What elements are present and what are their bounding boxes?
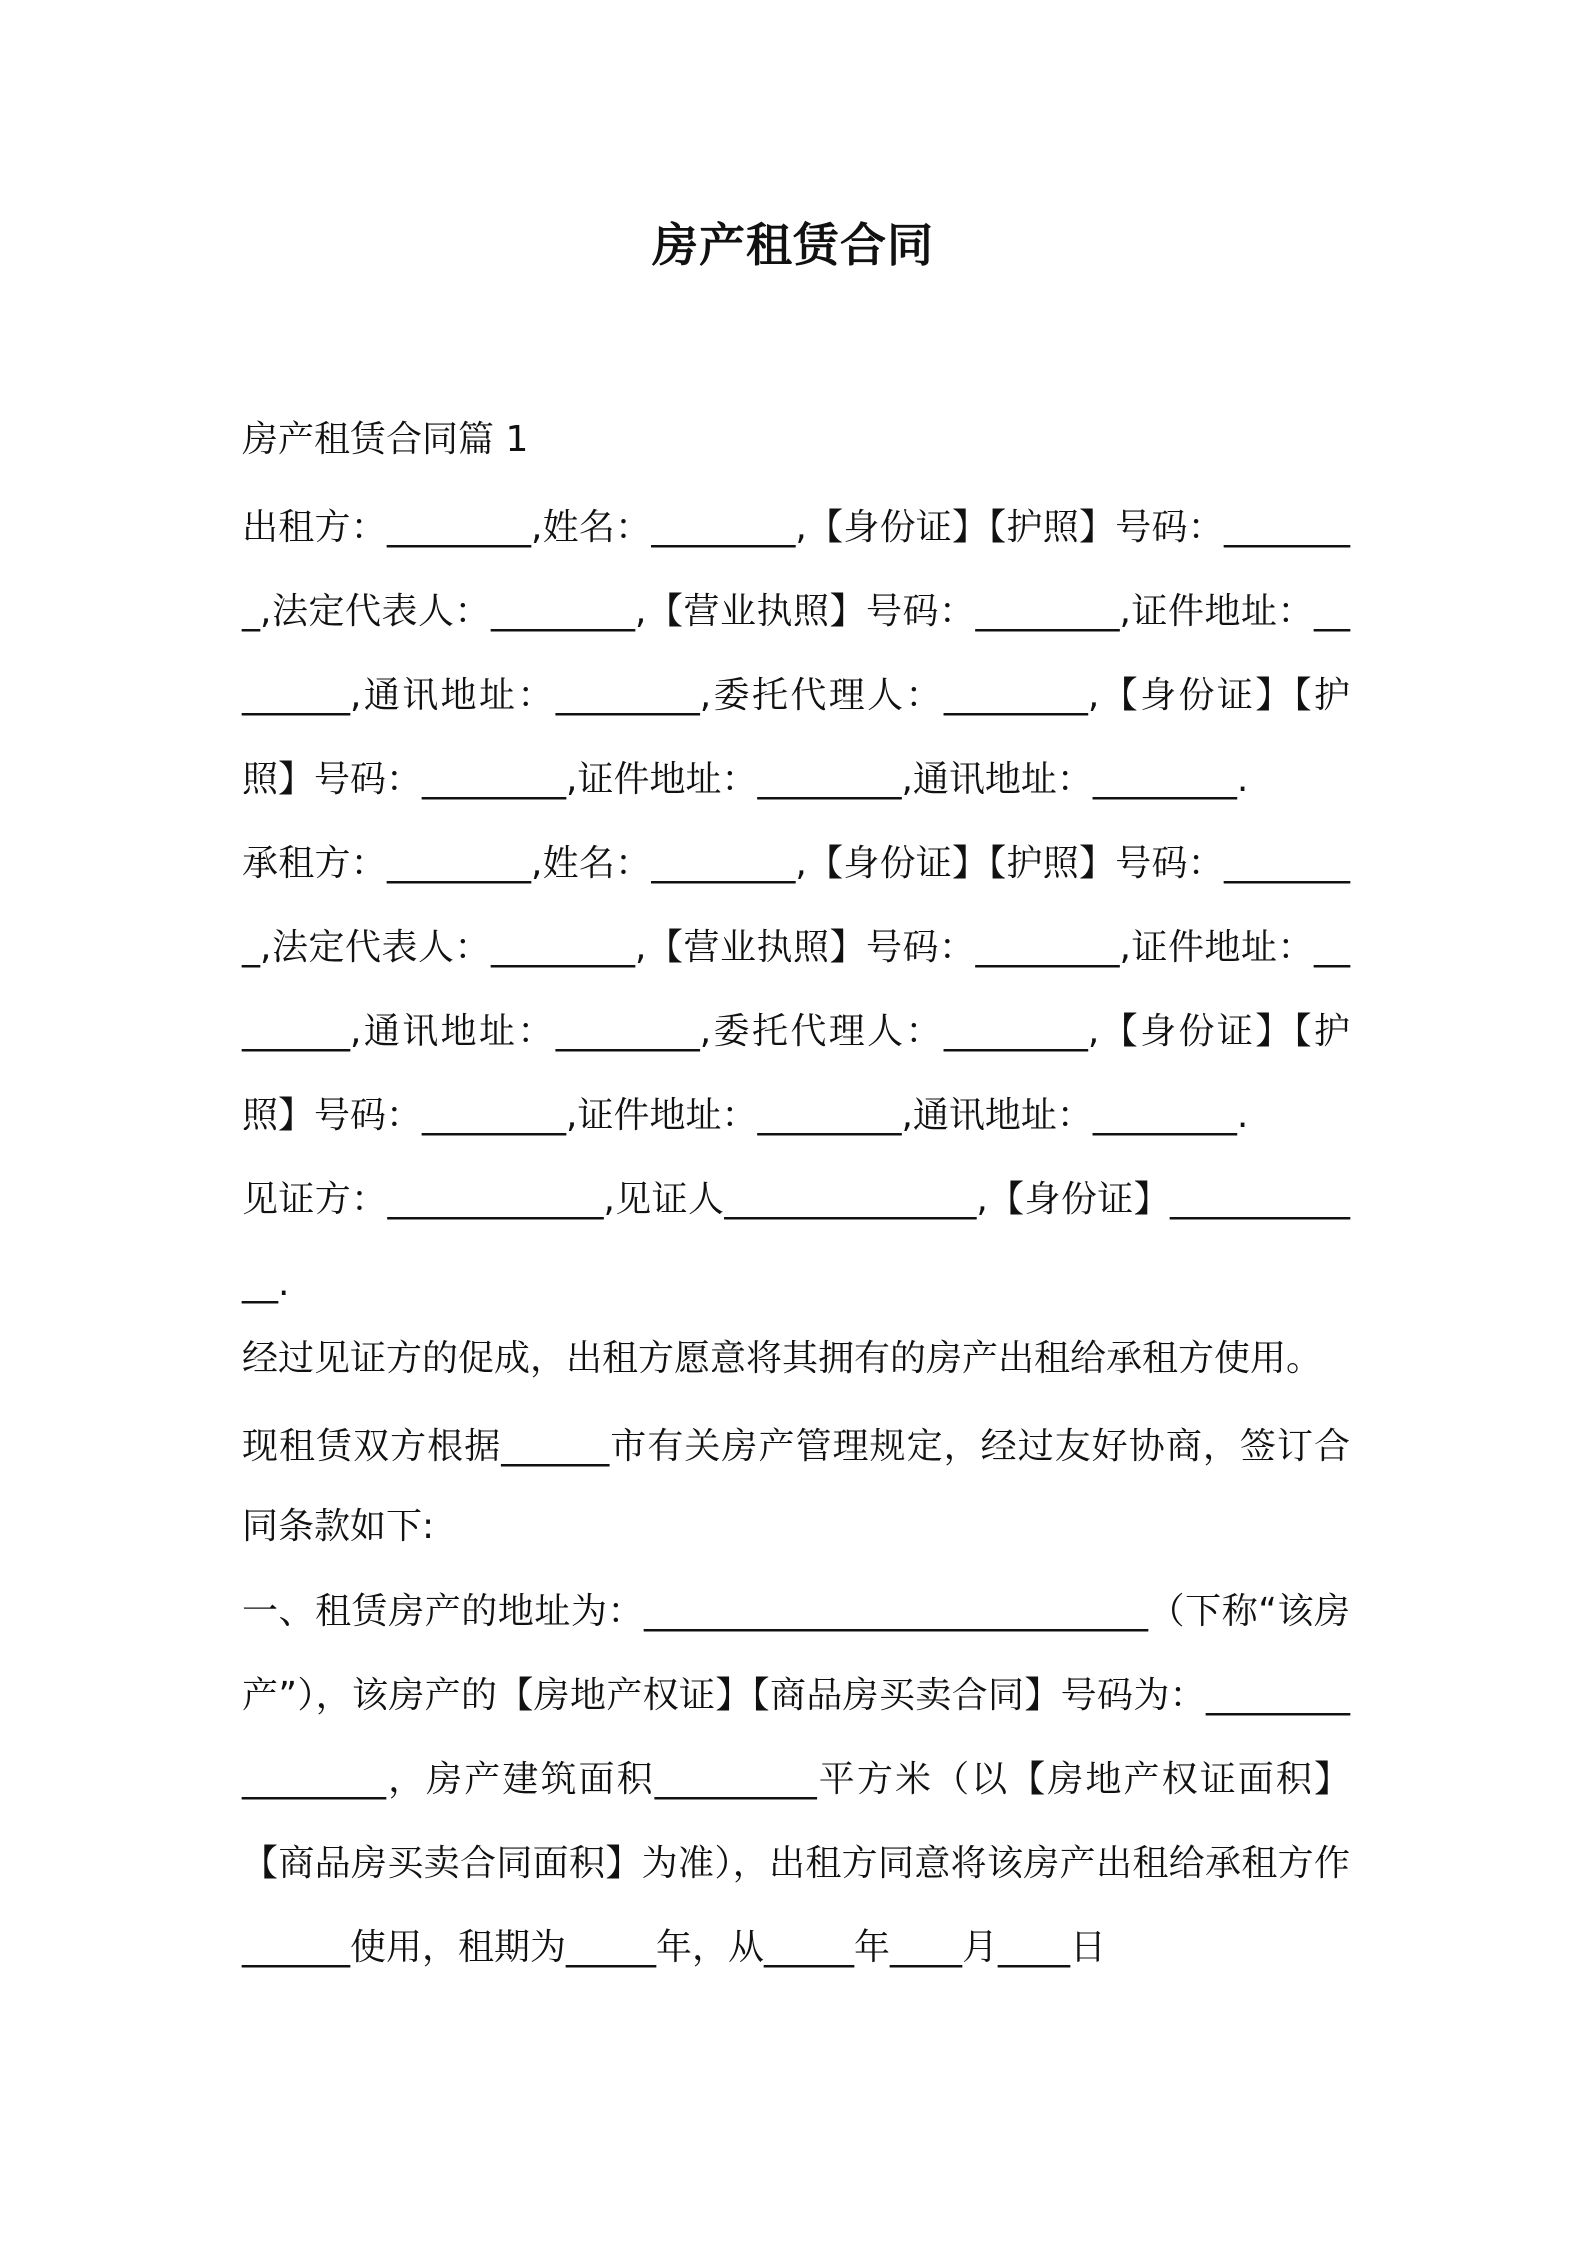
lessee-paragraph: 承租方：________,姓名：________,【身份证】【护照】号码：________,法定代表人：________,【营业执照】号码：________,证件地址：________,通讯地址：________,委托代理人：________,【身份证】【护照】号码：________,证件地址：________,通讯地址：________. [242, 843, 1350, 1136]
intro-paragraph: 经过见证方的促成，出租方愿意将其拥有的房产出租给承租方使用。 [242, 1338, 1323, 1379]
document-title: 房产租赁合同 [652, 218, 934, 272]
witness-paragraph: 见证方：____________,见证人______________,【身份证】____________. [242, 1179, 1350, 1304]
basis-paragraph: 现租赁双方根据______市有关房产管理规定，经过友好协商，签订合同条款如下: [242, 1426, 1350, 1547]
section-heading: 房产租赁合同篇 1 [242, 419, 529, 460]
clause-1-paragraph: 一、租赁房产的地址为：____________________________（下称“该房产”），该房产的【房地产权证】【商品房买卖合同】号码为：________________，房产建筑面积_________平方米（以【房地产权证面积】【商品房买卖合同面积】为准），出租方同意将该房产出租给承租方作______使用，租期为_____年，从_____年____月____日 [242, 1591, 1350, 1968]
lessor-paragraph: 出租方：________,姓名：________,【身份证】【护照】号码：________,法定代表人：________,【营业执照】号码：________,证件地址：________,通讯地址：________,委托代理人：________,【身份证】【护照】号码：________,证件地址：________,通讯地址：________. [242, 507, 1350, 800]
